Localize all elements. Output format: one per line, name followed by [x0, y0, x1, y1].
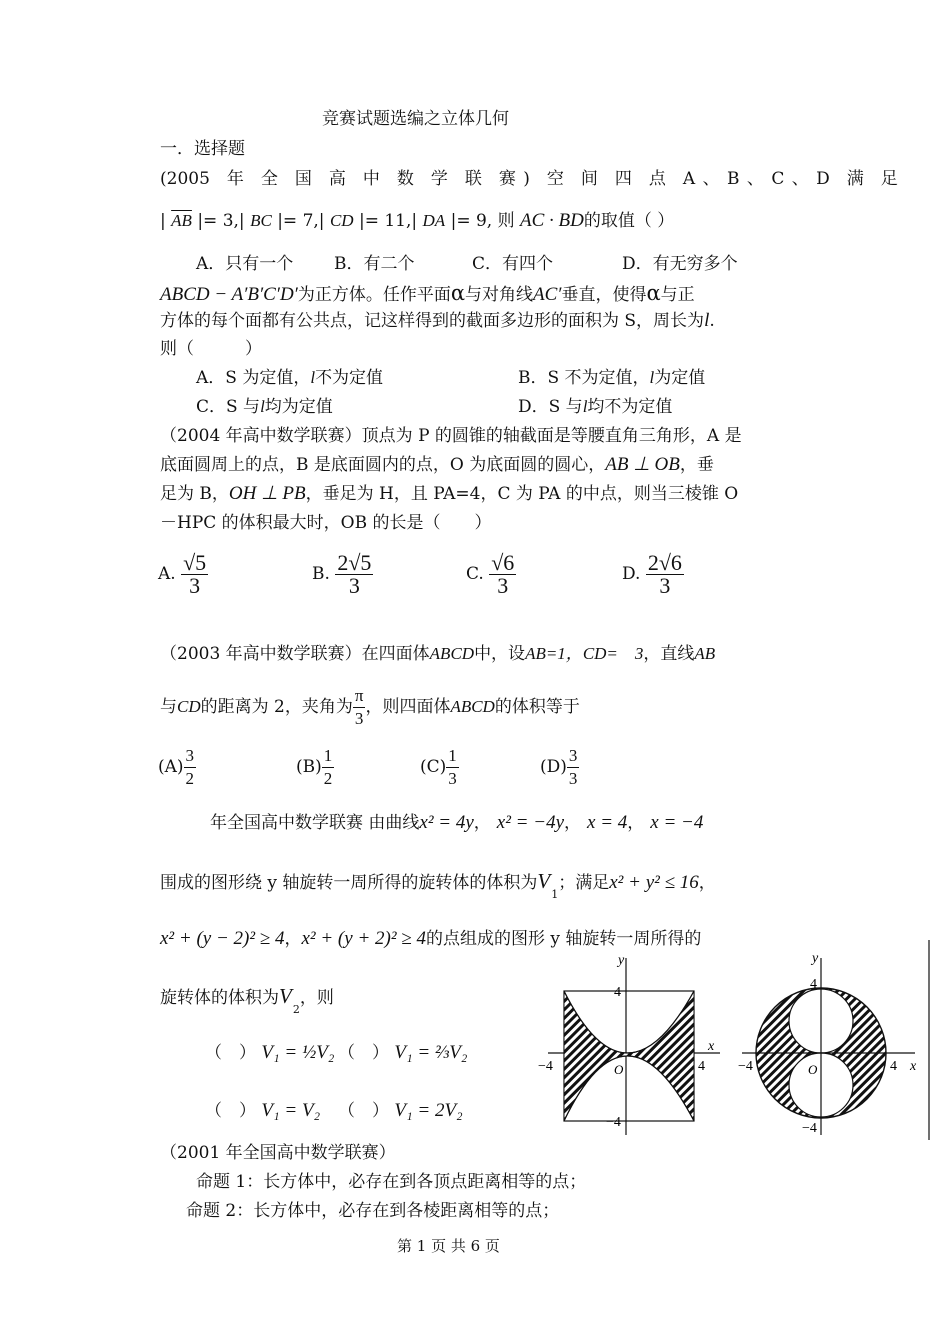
q1-text: |= 11,|: [358, 211, 418, 231]
cube-label: ABCD − A′B′C′D′: [160, 284, 298, 305]
q1-text: |= 3,|: [197, 211, 245, 231]
alpha-symbol: α: [646, 281, 661, 305]
diagonal-label: AC′: [533, 284, 562, 305]
q3-option-d: [622, 552, 684, 597]
denominator: 2: [185, 769, 195, 788]
q2-text: 与对角线: [465, 285, 534, 305]
q4-option-b: [296, 745, 334, 790]
q5-text: 旋转体的体积为: [160, 988, 279, 1008]
q4-text: 的体积等于: [494, 697, 580, 717]
q2-line2: 方体的每个面都有公共点，记这样得到的截面多边形的面积为 S，周长为l.: [160, 310, 715, 331]
q2-text: 不为定值: [315, 368, 384, 388]
q2-option-d: [518, 396, 672, 418]
volume-v2: V: [279, 984, 292, 1008]
q5-line3: x² + (y − 2)² ≥ 4，x² + (y + 2)² ≥ 4的点组成的图形 y 轴旋转一周所得的: [160, 928, 702, 949]
answer-blank: （ ）: [338, 1101, 389, 1121]
vector-da: DA: [422, 211, 446, 230]
axis-label-x: x: [910, 1059, 917, 1074]
q2-text: 方体的每个面都有公共点，记这样得到的截面多边形的面积为 S，周长为: [160, 311, 705, 331]
q2-text: 为正方体。任作平面: [297, 285, 451, 305]
q1-text: |= 7,|: [277, 211, 325, 231]
tetrahedron-label: ABCD: [450, 697, 495, 716]
vector-cd: CD: [329, 211, 354, 230]
denominator: 3: [497, 573, 509, 598]
q4-option-a: [158, 745, 196, 790]
equation: V₁ = V₂: [261, 1100, 321, 1121]
axis-label-y: y: [618, 953, 625, 968]
q3-option-b: [312, 552, 373, 597]
vector-bc: BC: [250, 211, 272, 230]
q6-line1: （2001 年全国高中数学联赛）: [160, 1143, 396, 1163]
q2-text: 均为定值: [264, 397, 333, 417]
tick-label: 4: [698, 1059, 705, 1074]
q1-condition: [160, 210, 674, 232]
axis-label-y: y: [812, 951, 819, 966]
l-symbol: l: [582, 397, 588, 416]
option-label: (C): [420, 757, 447, 777]
answer-blank: （ ）: [205, 1101, 256, 1121]
tick-label: −4: [802, 1121, 817, 1136]
numerator: 1: [322, 745, 335, 768]
q4-text: 中，设: [474, 644, 526, 664]
denominator: 3: [448, 769, 457, 788]
option-label: D.: [622, 564, 641, 584]
q4-line1: [160, 643, 715, 665]
numerator: 3: [184, 745, 197, 768]
option-label: (D): [540, 757, 567, 777]
fraction: [646, 552, 684, 597]
numerator: 2√6: [647, 550, 682, 575]
q3-text: ，垂足为 H，且 PA=4，C 为 PA 的中点，则当三棱锥 O: [305, 484, 739, 504]
fraction: [446, 745, 459, 790]
equation: x² = −4y: [496, 812, 565, 833]
q3-text: ，垂: [679, 455, 714, 475]
q1-text: |: [160, 211, 166, 231]
option-label: (A): [158, 757, 184, 777]
q5-option-row2-right: [338, 1100, 463, 1122]
q3-text: 底面圆周上的点，B 是底面圆内的点，O 为底面圆的圆心，: [160, 455, 606, 475]
option-label: C.: [466, 564, 484, 584]
denominator: 2: [323, 769, 333, 788]
alpha-symbol: α: [450, 281, 466, 305]
fraction: [184, 745, 197, 790]
q5-line4: [160, 984, 334, 1016]
q1-text: 的取值（ ）: [583, 211, 675, 231]
q4-text: AB: [694, 644, 716, 663]
q4-text: AB=1，: [525, 644, 583, 663]
l-symbol: l: [704, 310, 710, 331]
l-symbol: l: [649, 368, 655, 387]
tetrahedron-label: ABCD: [429, 644, 475, 663]
fraction: [322, 745, 335, 790]
q3-line1: （2004 年高中数学联赛）顶点为 P 的圆锥的轴截面是等腰直角三角形，A 是: [160, 426, 742, 446]
equation: x² = 4y: [419, 812, 474, 833]
answer-blank: （ ）: [338, 1043, 389, 1063]
numerator: 1: [446, 745, 459, 768]
q1-option-b: B．有二个: [334, 254, 415, 274]
q3-line4: －HPC 的体积最大时，OB 的长是（ ）: [160, 513, 492, 533]
figure-circle-region: [738, 951, 917, 1136]
q2-text: A．S 为定值，: [196, 368, 311, 388]
answer-blank: （ ）: [205, 1043, 256, 1063]
denominator: 3: [189, 573, 201, 598]
option-label: B.: [312, 564, 330, 584]
q2-text: 与正: [660, 285, 695, 305]
q1-source: (2005 年 全 国 高 中 数 学 联 赛 ) 空 间 四 点 A 、 B 、 C 、 D 满 足: [160, 169, 898, 189]
section-heading: 一．选择题: [160, 139, 245, 159]
q2-text: 垂直，使得: [561, 285, 647, 305]
q2-text: C．S 与: [196, 397, 261, 417]
numerator: 2√5: [337, 550, 372, 575]
option-label: A.: [158, 564, 176, 584]
l-symbol: l: [260, 397, 265, 416]
q2-line3: 则（ ）: [160, 339, 262, 359]
q5-text: 围成的图形绕 y 轴旋转一周所得的旋转体的体积为: [160, 873, 538, 893]
q5-text: 年全国高中数学联赛 由曲线: [210, 813, 420, 833]
vector-ab: $\overline{AB}$: [171, 211, 192, 230]
option-label: (B): [296, 757, 322, 777]
q2-option-c: [196, 396, 333, 418]
tick-label: 4: [810, 977, 817, 992]
q5-option-row1-left: [205, 1042, 334, 1064]
q4-text: ，直线: [643, 644, 695, 664]
fraction: [567, 745, 580, 790]
inequality: x² + (y + 2)² ≥ 4: [301, 928, 426, 949]
denominator: 3: [659, 573, 671, 598]
equation: V₁ = ½V₂: [261, 1042, 335, 1063]
q5-text: ；满足: [558, 873, 610, 893]
numerator: 3: [567, 745, 580, 768]
volume-v1: V: [537, 869, 551, 893]
q4-text: 与: [160, 697, 177, 717]
fraction: [489, 552, 516, 597]
q4-text: CD= 3: [582, 644, 644, 663]
numerator: √5: [183, 550, 207, 575]
denominator: 3: [568, 769, 578, 788]
subscript: 1: [551, 888, 559, 901]
numerator: √6: [491, 550, 515, 575]
q3-option-a: [158, 552, 208, 597]
denominator: 3: [354, 709, 364, 728]
equation: V₁ = ⅔V₂: [394, 1042, 468, 1063]
tick-label: −4: [606, 1115, 621, 1130]
q2-text: B．S 不为定值，: [518, 368, 650, 388]
q4-text: ，则四面体: [365, 697, 451, 717]
dot-product: AC · BD: [520, 210, 584, 231]
fraction: [181, 552, 208, 597]
fraction: [353, 685, 366, 730]
tick-label: 4: [890, 1059, 897, 1074]
tick-label: −4: [538, 1059, 553, 1074]
page-footer: 第 1 页 共 6 页: [397, 1237, 500, 1255]
q5-line2: 围成的图形绕 y 轴旋转一周所得的旋转体的体积为$V_1$；满足x² + y² ≤ 16，: [160, 869, 716, 901]
l-symbol: l: [310, 368, 316, 387]
inequality: x² + (y − 2)² ≥ 4: [160, 928, 285, 949]
q4-text: CD: [177, 697, 201, 716]
fraction: [335, 552, 373, 597]
q4-option-d: [540, 745, 579, 790]
q3-line2: [160, 454, 714, 476]
equation: x = 4: [587, 812, 628, 833]
perp-expression: AB ⊥ OB: [605, 454, 680, 475]
q6-line2: 命题 1：长方体中，必存在到各顶点距离相等的点；: [196, 1172, 587, 1192]
q2-text: D．S 与: [518, 397, 583, 417]
q4-text: （2003 年高中数学联赛）在四面体: [160, 644, 430, 664]
q1-option-d: D．有无穷多个: [622, 254, 738, 274]
tick-label: 4: [614, 985, 621, 1000]
equation: x = −4: [650, 812, 704, 833]
q6-line3: 命题 2：长方体中，必存在到各棱距离相等的点；: [186, 1201, 560, 1221]
numerator: π: [353, 685, 366, 708]
q3-option-c: [466, 552, 516, 597]
page-title: 竞赛试题选编之立体几何: [322, 109, 509, 129]
q1-option-a: A．只有一个: [196, 254, 294, 274]
q4-text: 的距离为 2，夹角为: [200, 697, 353, 717]
q3-text: 足为 B，: [160, 484, 229, 504]
origin-label: O: [614, 1062, 624, 1077]
tick-label: −4: [738, 1059, 753, 1074]
q5-figures: [530, 940, 945, 1140]
inequality: x² + y² ≤ 16: [609, 872, 699, 893]
q2-option-a: [196, 367, 383, 389]
axis-label-x: x: [708, 1039, 715, 1054]
perp-expression: OH ⊥ PB: [228, 483, 306, 504]
subscript: 2: [292, 1003, 300, 1016]
q4-line2: [160, 685, 580, 730]
q5-line1: 年全国高中数学联赛 由曲线x² = 4y， x² = −4y， x = 4， x = −4: [210, 812, 704, 833]
origin-label: O: [808, 1062, 818, 1077]
q3-line3: [160, 483, 738, 505]
q1-text: |= 9, 则: [450, 211, 515, 231]
q2-text: 为定值: [654, 368, 706, 388]
q5-text: ，则: [299, 988, 334, 1008]
q5-option-row1-right: [338, 1042, 467, 1064]
equation: V₁ = 2V₂: [394, 1100, 463, 1121]
denominator: 3: [348, 573, 360, 598]
q2-text: 均不为定值: [587, 397, 673, 417]
figure-parabola-region: [538, 953, 720, 1135]
q1-option-c: C．有四个: [472, 254, 554, 274]
q5-option-row2-left: [205, 1100, 320, 1122]
q2-option-b: [518, 367, 705, 389]
q2-line1: [160, 282, 695, 306]
q5-text: 的点组成的图形 y 轴旋转一周所得的: [425, 929, 702, 949]
q4-option-c: [420, 745, 459, 790]
